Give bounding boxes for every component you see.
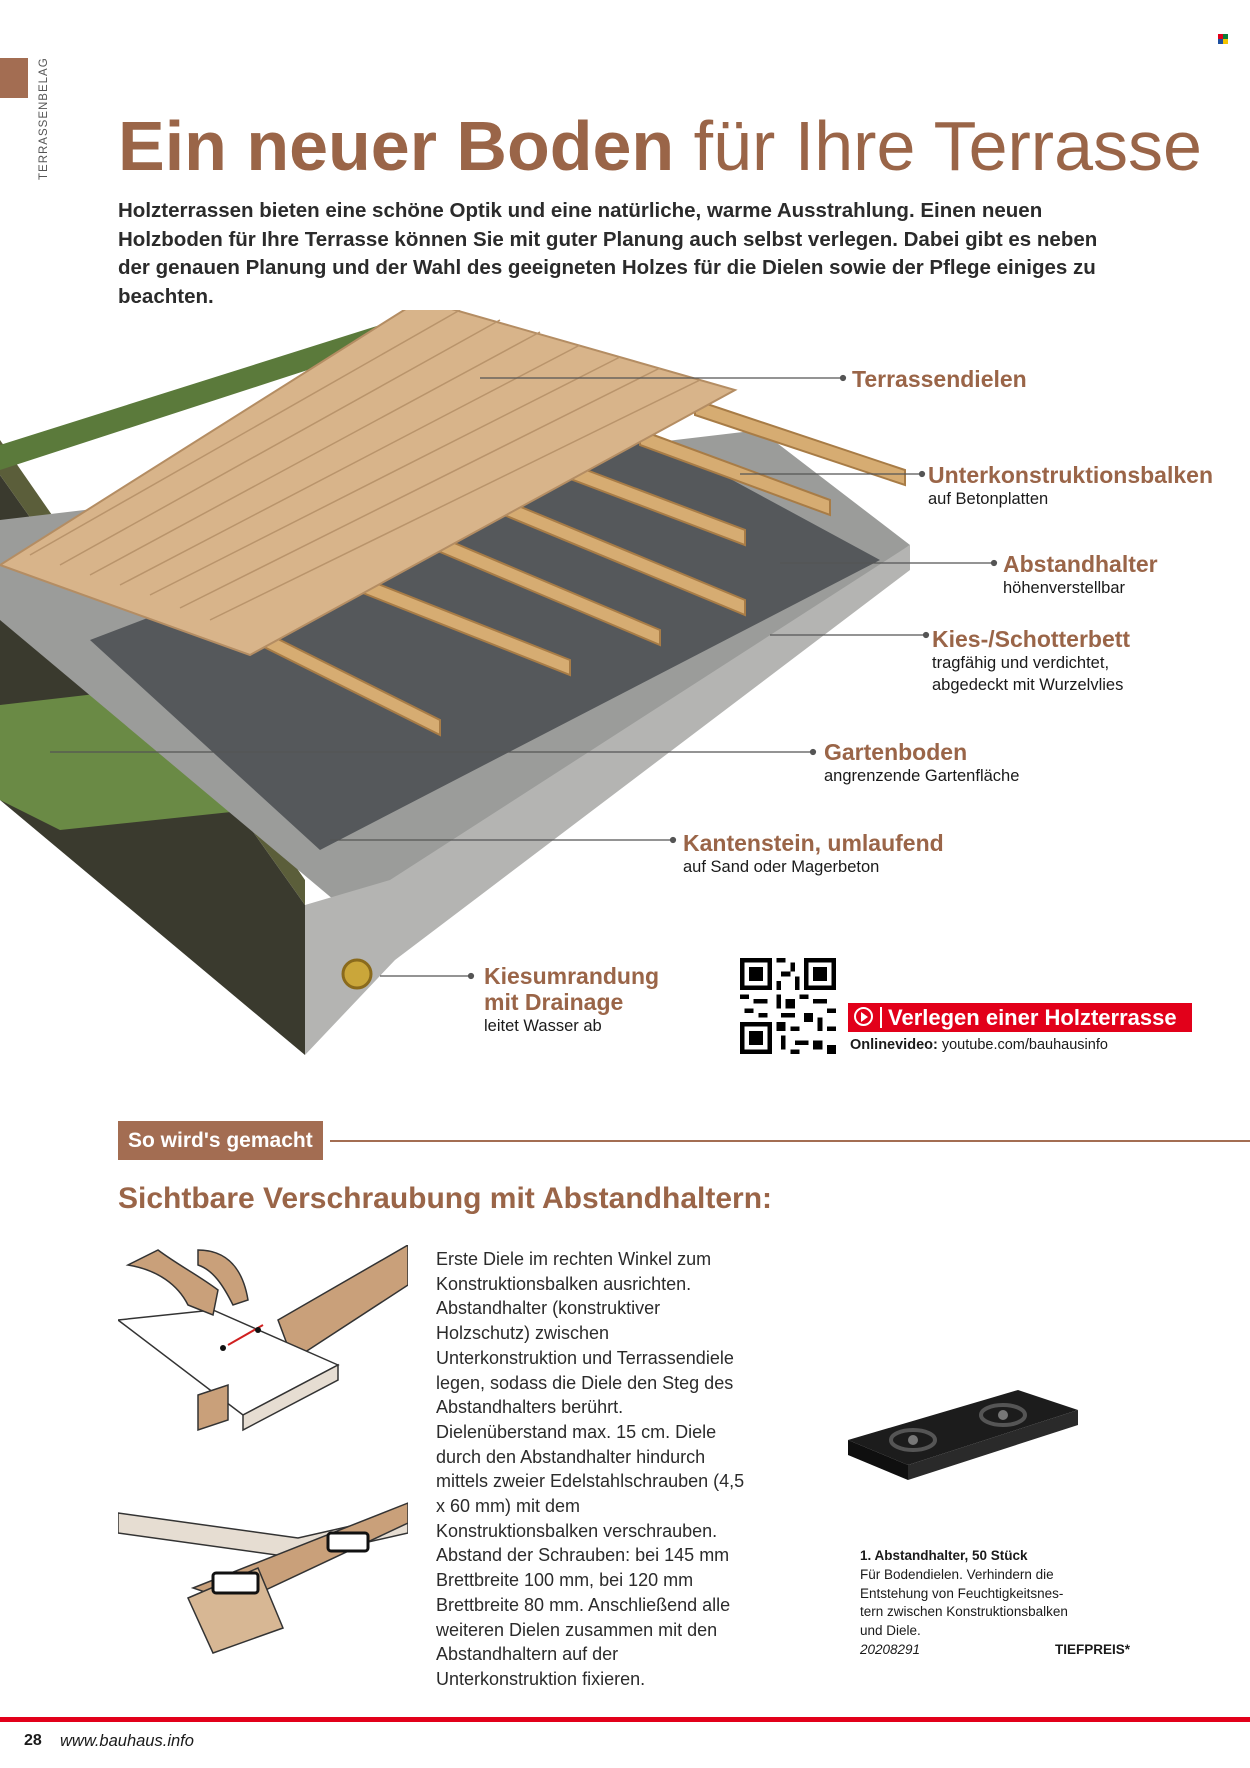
callout-gartenboden: [824, 739, 1019, 787]
callout-title: Terrassendielen: [852, 366, 1027, 392]
illustration-align-board: [118, 1245, 408, 1445]
drainage-pipe: [343, 960, 371, 988]
section-label: [38, 57, 54, 180]
play-icon: [854, 1007, 873, 1026]
callout-title-2: mit Drainage: [484, 989, 624, 1015]
callout-sub: leitet Wasser ab: [484, 1017, 602, 1035]
callout-sub: angrenzende Gartenfläche: [824, 767, 1020, 785]
callout-title: Kantenstein, umlaufend: [683, 830, 944, 856]
instructions-text: Erste Diele im rechten Winkel zum Konstruktionsbalken ausrichten. Abstandhalter (konstruktiver Holzschutz) zwischen Unterkonstruktion und Terrassendiele legen, sodass die Diele den Steg des Abstandhalters berührt. Dielenüberstand max. 15 cm. Diele durch den Abstandhalter hindurch mittels zweier Edelstahlschrauben (4,5 x 60 mm) mit dem Konstruktionsbalken verschrauben. Abstand der Schrauben: bei 145 mm Brettbreite 100 mm, bei 120 mm Brettbreite 80 mm. Anschließend alle weiteren Dielen zusammen mit den Abstandhaltern auf der Unterkonstruktion fixieren.: [436, 1249, 745, 1689]
footer-url[interactable]: www.bauhaus.info: [60, 1732, 194, 1750]
page-title: [118, 108, 1218, 185]
callout-kies-schotterbett: [932, 626, 1130, 696]
product-title: 1. Abstandhalter, 50 Stück: [860, 1548, 1028, 1563]
banner-separator: [880, 1007, 882, 1028]
product-desc-line: Für Bodendielen. Verhindern die: [860, 1566, 1054, 1582]
side-tab-marker: [0, 58, 28, 98]
page-number: 28: [24, 1732, 42, 1749]
product-desc-line: und Diele.: [860, 1623, 921, 1639]
callout-sub: auf Betonplatten: [928, 490, 1049, 508]
qr-code[interactable]: [740, 958, 836, 1054]
callout-sub: tragfähig und verdichtet,: [932, 654, 1110, 672]
footer-rule: [0, 1717, 1250, 1722]
callout-title: Kiesumrandung: [484, 963, 660, 989]
video-banner[interactable]: [848, 1003, 1192, 1032]
intro-paragraph: Holzterrassen bieten eine schöne Optik und eine natürliche, warme Ausstrahlung. Einen neuen Holzboden für Ihre Terrasse können Sie mit guter Planung auch selbst verlegen. Dabei gibt es neben der genauen Planung und der Wahl des geeigneten Holzes für die Dielen sowie der Pflege einiges zu beachten.: [118, 199, 1098, 308]
product-code: 20208291: [860, 1641, 921, 1657]
callout-title: Abstandhalter: [1003, 551, 1158, 577]
callout-title: Unterkonstruktionsbalken: [928, 462, 1213, 488]
callout-title: Gartenboden: [824, 739, 968, 765]
callout-sub: höhenverstellbar: [1003, 579, 1125, 597]
product-code-row: [860, 1641, 1130, 1660]
callout-sub: abgedeckt mit Wurzelvlies: [932, 676, 1124, 694]
video-banner-text: Verlegen einer Holzterrasse: [888, 1005, 1177, 1030]
spacer-product-image: [848, 1370, 1080, 1490]
callout-unterkonstruktionsbalken: [928, 462, 1213, 510]
callout-sub: auf Sand oder Magerbeton: [683, 858, 880, 876]
title-light: für Ihre Terrasse: [693, 107, 1202, 185]
subheading: Sichtbare Verschraubung mit Abstandhaltern:: [118, 1182, 773, 1215]
illustration-fix-boards: [118, 1478, 408, 1658]
corner-mark: [1218, 34, 1228, 44]
online-video-url[interactable]: youtube.com/bauhausinfo: [941, 1037, 1108, 1053]
section-pill: So wird's gemacht: [118, 1121, 323, 1160]
callout-terrassendielen: [852, 366, 1027, 392]
section-rule: [330, 1140, 1250, 1142]
product-info: [860, 1547, 1130, 1660]
callout-abstandhalter: [1003, 551, 1158, 599]
online-video-label: Onlinevideo:: [850, 1037, 938, 1053]
callout-kantenstein: [683, 830, 944, 878]
product-price: TIEFPREIS*: [1054, 1641, 1130, 1657]
callout-kiesumrandung: [484, 963, 659, 1037]
online-video-line[interactable]: [850, 1037, 1108, 1053]
section-label-text: TERRASSENBELAG: [38, 57, 50, 180]
product-desc-line: Entstehung von Feuchtigkeitsnes-: [860, 1585, 1064, 1601]
callout-title: Kies-/Schotterbett: [932, 626, 1131, 652]
product-desc-line: tern zwischen Konstruktionsbalken: [860, 1604, 1068, 1620]
title-bold: Ein neuer Boden: [118, 107, 675, 185]
